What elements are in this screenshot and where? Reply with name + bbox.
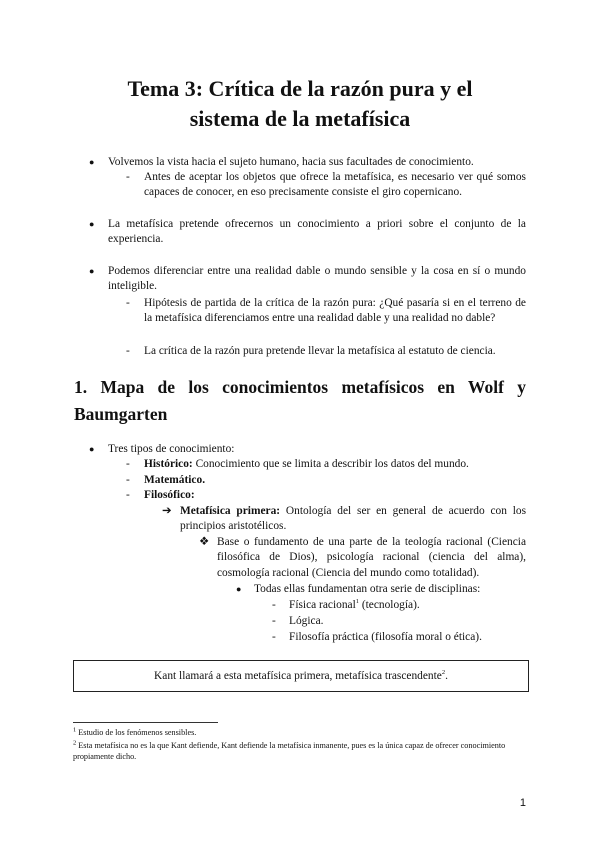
list-item-text: Volvemos la vista hacia el sujeto humano, hacia sus facultades de conocimiento. — [108, 156, 474, 168]
callout-text: Kant llamará a esta metafísica primera, metafísica trascendente — [154, 670, 442, 682]
dash-icon: - — [126, 474, 130, 486]
list-item — [272, 598, 526, 613]
footnote-text: Estudio de los fenómenos sensibles. — [76, 728, 197, 737]
footnote-ref[interactable]: 1 — [355, 598, 359, 606]
list-item — [126, 488, 526, 503]
list-item-text: La crítica de la razón pura pretende llevar la metafísica al estatuto de ciencia. — [144, 345, 496, 357]
term-label: Metafísica primera: — [180, 505, 281, 517]
list-item — [126, 344, 526, 359]
term-text: Conocimiento que se limita a describir los datos del mundo. — [192, 458, 469, 470]
list-item — [236, 582, 526, 597]
footnote-separator — [73, 722, 218, 723]
bullet-icon: ● — [89, 219, 95, 229]
footnote — [73, 740, 528, 762]
callout-text-end: . — [445, 670, 448, 682]
bullet-icon: ● — [89, 444, 95, 454]
title-line-2: sistema de la metafísica — [189, 106, 411, 131]
list-item — [126, 170, 526, 201]
title-line-1: Tema 3: Crítica de la razón pura y el — [127, 76, 473, 101]
list-item — [126, 457, 526, 472]
list-item-text: Física racional — [289, 599, 356, 611]
list-item — [199, 535, 526, 581]
footnote-ref[interactable]: 2 — [441, 669, 446, 677]
bullet-icon: ● — [89, 157, 95, 167]
footnote-number: 2 — [73, 739, 77, 747]
page-number: 1 — [519, 797, 526, 809]
dash-icon: - — [126, 458, 130, 470]
bullet-icon: ● — [236, 584, 242, 594]
dash-icon: - — [126, 171, 130, 183]
list-item-text: La metafísica pretende ofrecernos un conocimiento a priori sobre el conjunto de la experiencia. — [108, 218, 526, 246]
term-label: Histórico: — [144, 458, 193, 470]
term-text: Ontología del ser en general de acuerdo con los principios aristotélicos. — [180, 505, 527, 533]
list-item — [162, 504, 526, 535]
term-label: Matemático. — [144, 474, 206, 486]
list-item — [126, 473, 526, 488]
footnote — [73, 727, 528, 738]
list-item-text: Antes de aceptar los objetos que ofrece la metafísica, es necesario ver qué somos capaces de conocer, en eso precisamente consiste el giro copernicano. — [144, 171, 526, 199]
list-item-text: Filosofía práctica (filosofía moral o ética). — [289, 631, 482, 643]
dash-icon: - — [272, 631, 276, 643]
list-item-text: Base o fundamento de una parte de la teología racional (Ciencia filosófica de Dios), psicología racional (ciencia del alma), cosmología racional (Ciencia del mundo como totalidad). — [217, 536, 526, 579]
dash-icon: - — [126, 345, 130, 357]
list-item-text: Podemos diferenciar entre una realidad dable o mundo sensible y la cosa en sí o mundo inteligible. — [108, 265, 526, 293]
list-item — [272, 614, 526, 629]
list-item-text: Hipótesis de partida de la crítica de la razón pura: ¿Qué pasaría si en el terreno de la metafísica diferenciamos entre una realidad dable y una realidad no dable? — [144, 297, 526, 325]
dash-icon: - — [126, 489, 130, 501]
dash-icon: - — [126, 297, 130, 309]
list-item — [89, 442, 526, 457]
diamond-icon: ❖ — [199, 536, 210, 548]
callout-box — [73, 660, 529, 692]
dash-icon: - — [272, 599, 276, 611]
list-item — [272, 630, 526, 645]
list-item-text: Todas ellas fundamentan otra serie de disciplinas: — [254, 583, 481, 595]
list-item-text: Lógica. — [289, 615, 324, 627]
footnote-text: Esta metafísica no es la que Kant defiende, Kant defiende la metafísica inmanente, pues es la única capaz de ofrecer conocimiento propiamente dicho. — [73, 741, 506, 761]
list-item-text: (tecnología). — [359, 599, 420, 611]
list-item — [89, 155, 526, 170]
list-item — [126, 296, 526, 327]
bullet-icon: ● — [89, 266, 95, 276]
section-heading: 1. Mapa de los conocimientos metafísicos en Wolf y Baumgarten — [74, 377, 526, 424]
list-item — [89, 264, 526, 295]
term-label: Filosófico: — [144, 489, 195, 501]
document-title — [60, 74, 540, 134]
footnote-number: 1 — [73, 726, 77, 734]
arrow-icon: ➔ — [162, 505, 172, 517]
dash-icon: - — [272, 615, 276, 627]
list-item — [89, 217, 526, 248]
list-item-text: Tres tipos de conocimiento: — [108, 443, 235, 455]
